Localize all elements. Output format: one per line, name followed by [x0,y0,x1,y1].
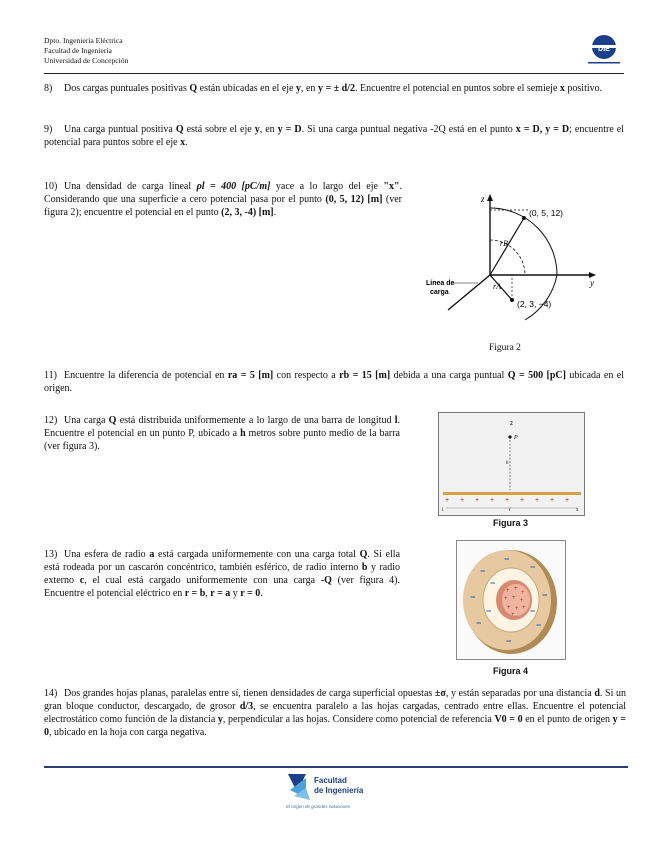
svg-text:l: l [442,508,444,513]
footer-line2: de Ingeniería [314,786,364,795]
z-label: z [481,194,485,204]
svg-text:−: − [504,554,510,564]
footer-slogan: El origen de grandes soluciones [286,804,351,809]
p-label: P [514,435,518,441]
svg-text:−: − [476,618,482,628]
svg-text:+: + [550,497,555,504]
question-13: 13) Una esfera de radio a está cargada uniformemente con una carga total Q. Si ella está rodeada por un cascarón concéntrico, también esférico, de radio interno b y radio externo c, el cual está cargado uniformemente con una carga -Q (ver figura 4). Encuentre el potencial eléctrico en r = b, r = a y r = 0. [44,549,401,599]
svg-text:+: + [514,586,518,592]
footer-line1: Facultad [314,776,347,785]
question-10: 10) Una densidad de carga lineal ρl = 400 [pC/m] yace a lo largo del eje "x". Considerando que una superficie a cero potencial pasa por el punto (0, 5, 12) [m] (ver figura 2); encuentre el potencial en el punto (2, 3, -4) [m]. [44,181,402,218]
svg-text:+: + [505,497,510,504]
page-header [44,36,128,66]
rb-label: rB [500,239,508,248]
point-b [522,216,526,220]
line-label-1: Línea de [426,280,455,287]
z-label: z [510,421,513,427]
point-p [508,435,511,438]
question-number: 9) [44,124,53,135]
svg-text:+: + [515,606,519,612]
question-number: 10) [44,181,58,192]
svg-text:+: + [565,497,570,504]
header-department: Dpto. Ingeniería Eléctrica [44,36,123,45]
svg-text:+: + [475,497,480,504]
line-label-2: carga [430,289,449,296]
figure-4-caption: Figura 4 [493,666,529,676]
svg-text:+: + [460,497,465,504]
figure-2-caption: Figura 2 [489,343,521,353]
svg-text:−: − [542,590,548,600]
svg-text:+: + [506,588,510,594]
svg-text:−: − [480,566,486,576]
svg-text:x: x [576,508,579,513]
svg-text:−: − [530,606,536,616]
svg-text:−: − [470,592,476,602]
svg-text:+: + [511,612,515,618]
svg-text:+: + [535,497,540,504]
svg-text:−: − [490,578,496,588]
figure-2 [420,190,600,325]
header-university: Universidad de Concepción [44,56,129,65]
question-12: 12) Una carga Q está distribuida uniformemente a lo largo de una barra de longitud l. Encuentre el potencial en un punto P, ubicado a h metros sobre punto medio de la barra (ver figura 3). [44,415,401,452]
bar-charges [445,497,569,504]
question-number: 14) [44,688,58,699]
svg-text:−: − [506,636,512,646]
department-logo-text: DIE [598,46,610,53]
h-label: h [506,461,509,466]
header-faculty: Facultad de Ingeniería [44,46,112,55]
point-b-label: (0, 5, 12) [529,208,564,218]
svg-text:+: + [521,590,525,596]
figure-3-caption: Figura 3 [493,518,529,528]
svg-text:+: + [522,605,526,611]
question-number: 8) [44,83,53,94]
question-number: 11) [44,370,57,381]
faculty-logo [284,770,374,812]
svg-text:−: − [530,562,536,572]
y-label: y [590,278,594,288]
svg-text:+: + [512,595,516,601]
svg-text:+: + [445,497,450,504]
svg-text:−: − [536,620,542,630]
footer-divider [44,766,628,768]
l-label: l [509,508,511,513]
question-number: 13) [44,549,58,560]
svg-text:+: + [520,598,524,604]
header-divider [44,73,624,74]
svg-text:+: + [507,605,511,611]
svg-text:+: + [504,596,508,602]
ra-label: rA [493,282,501,291]
question-14: 14) Dos grandes hojas planas, paralelas entre sí, tienen densidades de carga superficial opuestas ±σ, y están separadas por una distancia d. Si un gran bloque conductor, descargado, de grosor d/3, se encuentra paralelo a las hojas cargadas, centrado entre ellas. Encuentre el potencial electrostático como función de la distancia y, perpendicular a las hojas. Considere como potencial de referencia V0 = 0 en el punto de origen y = 0, ubicado en la hoja con carga negativa. [44,688,626,738]
question-number: 12) [44,415,58,426]
question-9: 9) Una carga puntual positiva Q está sobre el eje y, en y = D. Si una carga puntual negativa -2Q está en el punto x = D, y = D; encuentre el potencial para puntos sobre el eje x. [44,124,625,148]
svg-text:+: + [490,497,495,504]
question-8: 8) Dos cargas puntuales positivas Q están ubicadas en el eje y, en y = ± d/2. Encuentre el potencial en puntos sobre el semieje x positivo. [44,83,603,94]
point-a-label: (2, 3, −4) [517,299,552,309]
figure-4 [456,540,566,660]
svg-text:+: + [520,497,525,504]
department-logo [584,32,624,68]
charged-bar [443,492,581,495]
svg-text:−: − [486,606,492,616]
figure-3 [438,412,585,516]
question-11: 11) Encuentre la diferencia de potencial en ra = 5 [m] con respecto a rb = 15 [m] debida a una carga puntual Q = 500 [pC] ubicada en el origen. [44,370,624,394]
